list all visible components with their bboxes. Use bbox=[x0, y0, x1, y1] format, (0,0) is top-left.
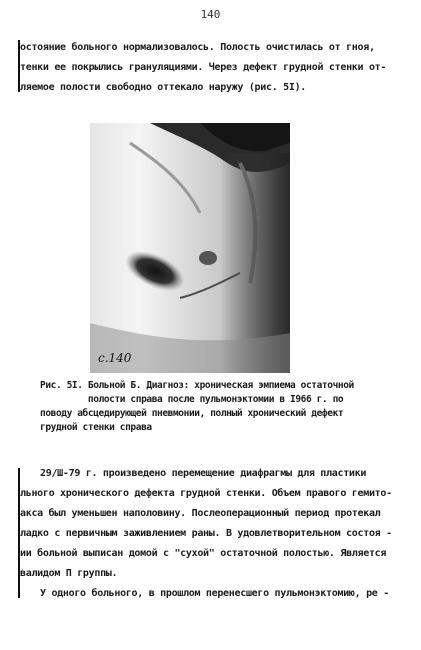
text-line: валидом П группы. bbox=[20, 568, 118, 579]
photo-label: с.140 bbox=[98, 351, 132, 365]
text-line: 29/Ш-79 г. произведено перемещение диафрагмы для пластики bbox=[40, 468, 367, 479]
text-line: ии больной выписан домой с "сухой" остаточной полостью. Является bbox=[20, 548, 387, 559]
text-line: акса был уменьшен наполовину. Послеоперационный период протекал bbox=[20, 508, 381, 519]
caption-line: поводу абсцедирующей пневмонии, полный хронический дефект bbox=[40, 408, 344, 419]
paragraph-next: У одного больного, в прошлом перенесшего пульмонэктомию, ре - bbox=[40, 588, 389, 599]
text-line: ладко с первичным заживлением раны. В удовлетворительном состоя - bbox=[20, 528, 392, 539]
caption-line: Рис. 5I. Больной Б. Диагноз: хроническая эмпиема остаточной bbox=[40, 380, 354, 391]
caption-line: полости справа после пульмонэктомии в I966 г. по bbox=[40, 394, 344, 405]
patient-photo bbox=[90, 123, 290, 373]
text-line: тенки ее покрылись грануляциями. Через дефект грудной стенки от- bbox=[20, 62, 387, 73]
caption-line: грудной стенки справа bbox=[40, 422, 152, 433]
text-line: ляемое полости свободно оттекало наружу (рис. 5I). bbox=[20, 82, 307, 93]
page-number: 140 bbox=[200, 8, 221, 21]
text-line: остояние больного нормализовалось. Полость очистилась от гноя, bbox=[20, 42, 375, 53]
text-line: льного хронического дефекта грудной стенки. Объем правого гемито- bbox=[20, 488, 392, 499]
